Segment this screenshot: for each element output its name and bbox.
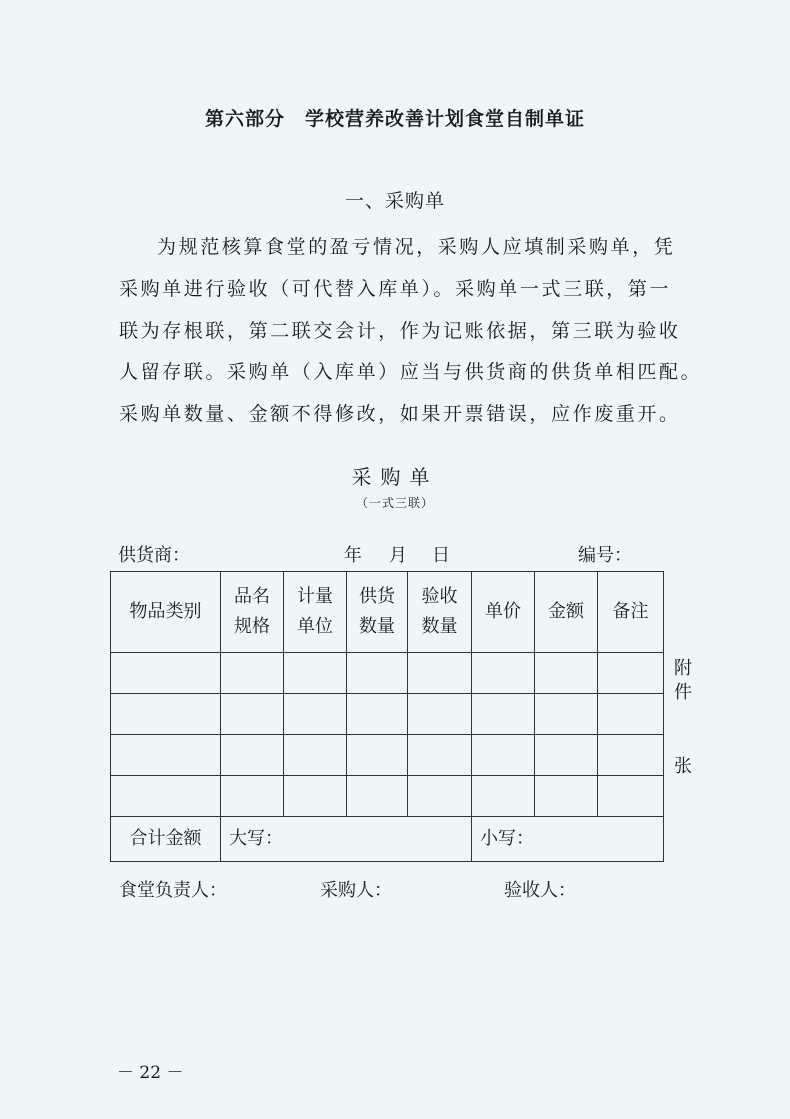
table-cell[interactable]: [472, 653, 535, 694]
table-cell[interactable]: [472, 735, 535, 776]
side-attachment-char: 附: [674, 658, 692, 679]
table-cell[interactable]: [598, 653, 664, 694]
table-row: [111, 653, 664, 694]
table-row: [111, 694, 664, 735]
column-header: 备注: [598, 572, 664, 653]
paragraph-line: 采购单进行验收（可代替入库单）。采购单一式三联，第一: [119, 278, 672, 300]
table-header-row: [111, 572, 664, 653]
table-cell[interactable]: [535, 776, 598, 817]
table-cell[interactable]: [284, 776, 347, 817]
table-row: [111, 735, 664, 776]
table-cell[interactable]: [221, 735, 284, 776]
side-sheet-char: 张: [674, 756, 692, 777]
total-row: [111, 817, 664, 862]
column-header: 金额: [535, 572, 598, 653]
table-cell[interactable]: [598, 735, 664, 776]
table-cell[interactable]: [408, 653, 472, 694]
column-header: 品名 规格: [221, 572, 284, 653]
date-year: 年: [344, 545, 362, 566]
table-cell[interactable]: [221, 694, 284, 735]
table-cell[interactable]: [535, 735, 598, 776]
date-day: 日: [432, 545, 450, 566]
table-cell[interactable]: [111, 694, 221, 735]
column-header: 供货 数量: [347, 572, 408, 653]
paragraph-line: 联为存根联，第二联交会计，作为记账依据，第三联为验收: [119, 320, 681, 342]
supplier-label: 供货商：: [118, 545, 190, 566]
column-header: 物品类别: [111, 572, 221, 653]
column-header: 验收 数量: [408, 572, 472, 653]
total-label: 合计金额: [111, 817, 221, 862]
number-label: 编号：: [578, 545, 632, 566]
column-header: 单价: [472, 572, 535, 653]
purchase-form-table: [110, 571, 664, 862]
date-month: 月: [389, 545, 407, 566]
lowercase-amount-field[interactable]: 小写：: [472, 817, 664, 862]
table-row: [111, 776, 664, 817]
table-cell[interactable]: [111, 776, 221, 817]
uppercase-amount-field[interactable]: 大写：: [221, 817, 472, 862]
table-cell[interactable]: [221, 653, 284, 694]
form-title: 采购单: [351, 465, 439, 489]
table-cell[interactable]: [347, 694, 408, 735]
table-cell[interactable]: [472, 776, 535, 817]
paragraph-line: 采购单数量、金额不得修改，如果开票错误，应作废重开。: [119, 403, 681, 425]
table-cell[interactable]: [535, 694, 598, 735]
table-cell[interactable]: [347, 653, 408, 694]
paragraph-line: 为规范核算食堂的盈亏情况，采购人应填制采购单，凭: [157, 236, 676, 258]
inspector-signature: 验收人：: [504, 880, 576, 901]
table-cell[interactable]: [284, 735, 347, 776]
form-subtitle: （一式三联）: [355, 496, 434, 510]
table-cell[interactable]: [347, 776, 408, 817]
table-cell[interactable]: [472, 694, 535, 735]
side-attachment-char: 件: [674, 682, 692, 703]
table-cell[interactable]: [111, 653, 221, 694]
part-title: 第六部分 学校营养改善计划食堂自制单证: [204, 108, 585, 130]
paragraph-line: 人留存联。采购单（入库单）应当与供货商的供货单相匹配。: [119, 361, 703, 383]
table-cell[interactable]: [284, 653, 347, 694]
table-cell[interactable]: [347, 735, 408, 776]
table-cell[interactable]: [408, 776, 472, 817]
column-header: 计量 单位: [284, 572, 347, 653]
table-cell[interactable]: [111, 735, 221, 776]
purchaser-signature: 采购人：: [320, 880, 392, 901]
table-cell[interactable]: [598, 694, 664, 735]
table-cell[interactable]: [598, 776, 664, 817]
table-cell[interactable]: [221, 776, 284, 817]
table-cell[interactable]: [535, 653, 598, 694]
canteen-manager-signature: 食堂负责人：: [119, 880, 227, 901]
section-heading: 一、采购单: [344, 190, 445, 212]
page-number: － 22 －: [117, 1063, 184, 1083]
table-cell[interactable]: [408, 735, 472, 776]
table-cell[interactable]: [284, 694, 347, 735]
table-cell[interactable]: [408, 694, 472, 735]
